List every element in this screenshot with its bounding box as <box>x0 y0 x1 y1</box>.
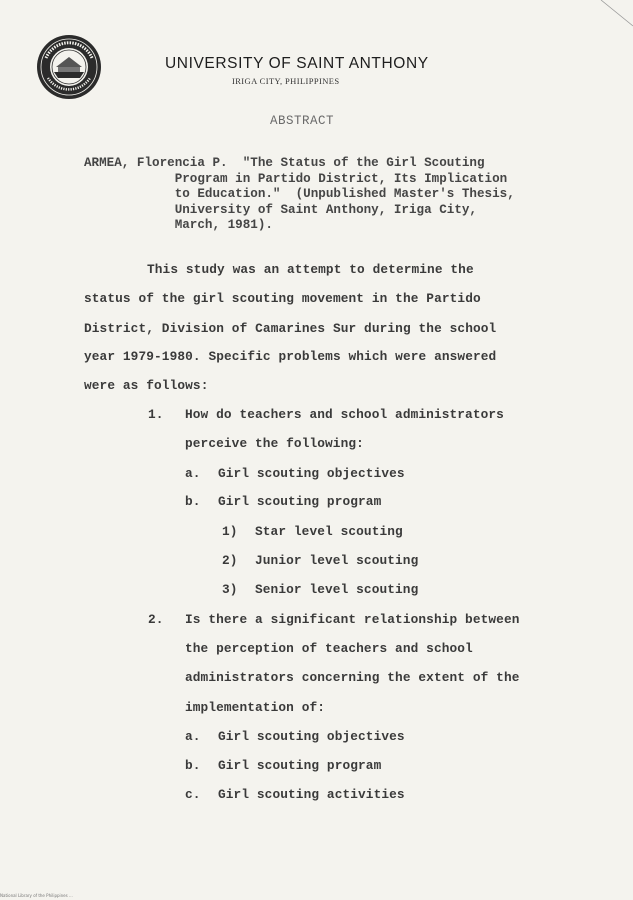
list-letter: a. <box>185 466 201 481</box>
university-location: IRIGA CITY, PHILIPPINES <box>232 76 340 86</box>
list-item-text: Girl scouting program <box>218 494 382 509</box>
list-item-text: the perception of teachers and school <box>185 641 473 656</box>
list-item-text: implementation of: <box>185 700 326 715</box>
body-line: This study was an attempt to determine the <box>147 262 474 277</box>
list-item-text: How do teachers and school administrators <box>185 407 504 422</box>
list-item-text: perceive the following: <box>185 436 364 451</box>
list-item-text: Girl scouting objectives <box>218 466 405 481</box>
body-line: were as follows: <box>84 378 209 393</box>
list-item-text: Girl scouting program <box>218 758 382 773</box>
scan-corner-mark <box>593 0 633 28</box>
list-item-text: Star level scouting <box>255 524 403 539</box>
citation-block: ARMEA, Florencia P. "The Status of the Girl Scouting Program in Partido District, Its Implication to Education." (Unpublished Master's Thesis, University of Saint Anthony, Iriga City, March, 1981). <box>84 156 515 232</box>
list-item-text: Is there a significant relationship between <box>185 612 520 627</box>
abstract-heading: ABSTRACT <box>270 114 335 128</box>
scan-footer: National Library of the Philippines ... <box>0 893 73 898</box>
university-seal-icon <box>36 34 102 100</box>
list-letter: c. <box>185 787 201 802</box>
list-number: 1. <box>148 407 164 422</box>
list-item-text: Girl scouting objectives <box>218 729 405 744</box>
list-number: 2. <box>148 612 164 627</box>
list-number: 2) <box>222 553 238 568</box>
body-line: status of the girl scouting movement in the Partido <box>84 291 481 306</box>
list-item-text: Junior level scouting <box>255 553 419 568</box>
body-line: District, Division of Camarines Sur during the school <box>84 321 497 336</box>
list-number: 3) <box>222 582 238 597</box>
body-line: year 1979-1980. Specific problems which were answered <box>84 349 497 364</box>
list-number: 1) <box>222 524 238 539</box>
list-letter: b. <box>185 494 201 509</box>
list-item-text: Senior level scouting <box>255 582 419 597</box>
university-name: UNIVERSITY OF SAINT ANTHONY <box>165 55 429 72</box>
list-letter: a. <box>185 729 201 744</box>
list-item-text: Girl scouting activities <box>218 787 405 802</box>
list-item-text: administrators concerning the extent of the <box>185 670 520 685</box>
list-letter: b. <box>185 758 201 773</box>
